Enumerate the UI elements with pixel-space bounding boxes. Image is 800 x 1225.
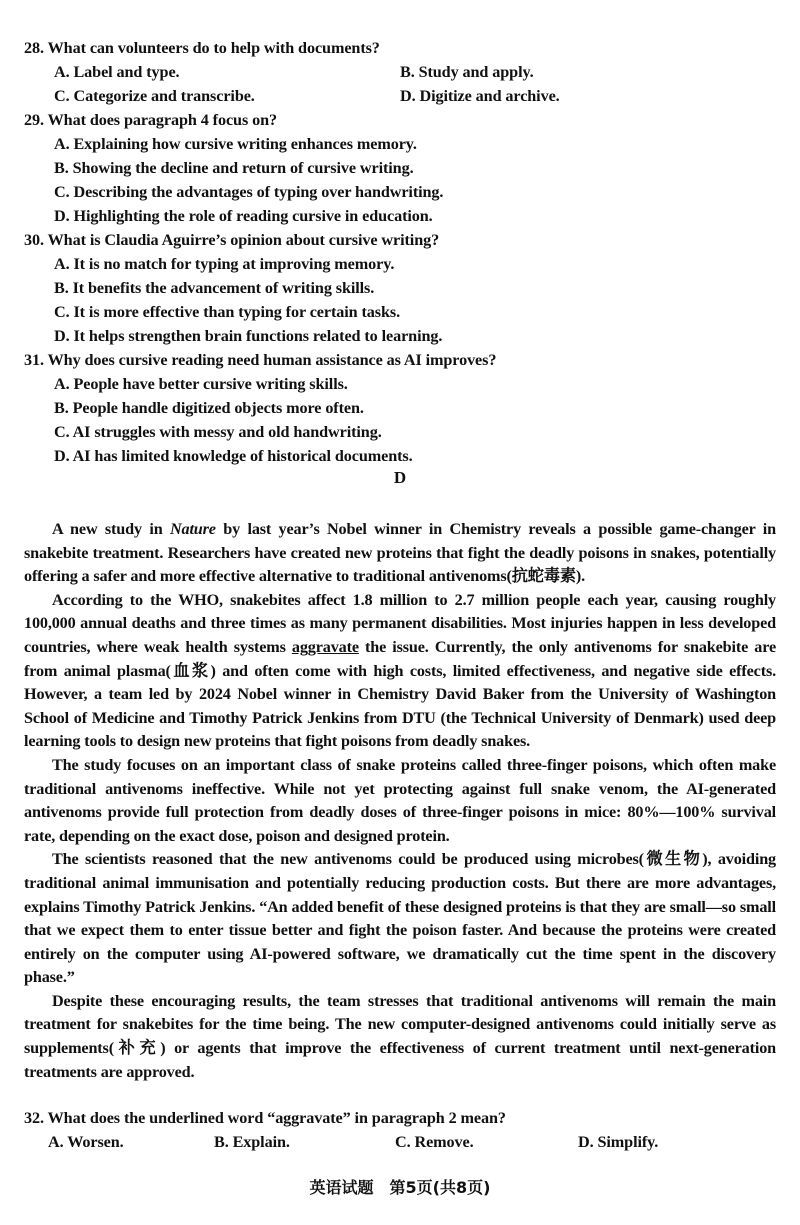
question-32 [24, 1106, 784, 1130]
journal-name: Nature [169, 520, 216, 538]
question-text: Why does cursive reading need human assistance as AI improves? [47, 351, 497, 369]
question-text: What can volunteers do to help with documents? [47, 39, 380, 57]
question-31 [24, 348, 784, 372]
q29-option-a: A. Explaining how cursive writing enhances memory. [54, 135, 417, 153]
question-text: What does paragraph 4 focus on? [47, 111, 277, 129]
question-number: 29. [24, 111, 44, 129]
question-number: 30. [24, 231, 44, 249]
question-30 [24, 228, 784, 252]
question-number: 28. [24, 39, 44, 57]
q28-option-a: A. Label and type. [54, 63, 180, 81]
q28-option-d: D. Digitize and archive. [400, 87, 560, 105]
q31-option-c: C. AI struggles with messy and old handwriting. [54, 423, 382, 441]
q32-option-b: B. Explain. [214, 1133, 290, 1151]
passage-paragraph-1 [24, 518, 776, 589]
q31-option-b: B. People handle digitized objects more often. [54, 399, 364, 417]
q30-option-a: A. It is no match for typing at improving memory. [54, 255, 395, 273]
passage-paragraph-4: The scientists reasoned that the new antivenoms could be produced using microbes(微生物), avoiding traditional animal immunisation and potentially reducing production costs. But there are more advantages, explains Timothy Patrick Jenkins. “An added benefit of these designed proteins is that they are small—so small that we expect them to enter tissue better and fight the poison faster. And because the proteins were created entirely on the computer using AI-powered software, we dramatically cut the time spent in the discovery phase.” [24, 850, 776, 987]
q32-option-a: A. Worsen. [48, 1133, 124, 1151]
q32-option-c: C. Remove. [395, 1133, 474, 1151]
passage-paragraph-2 [24, 589, 776, 754]
p2-text-start: According to the WHO, snakebites affect 1.8 million to 2.7 million people each year, causing roughly 100,000 annual deaths and three times as many permanent disabilities. Most injuries happen in less developed countries, where weak health systems [24, 590, 776, 656]
question-text: What is Claudia Aguirre’s opinion about cursive writing? [47, 231, 440, 249]
question-number: 32. [24, 1109, 44, 1127]
question-29 [24, 108, 784, 132]
reading-passage [24, 518, 776, 1084]
q28-option-c: C. Categorize and transcribe. [54, 87, 255, 105]
q28-option-b: B. Study and apply. [400, 63, 534, 81]
q31-option-a: A. People have better cursive writing skills. [54, 375, 348, 393]
q29-option-b: B. Showing the decline and return of cursive writing. [54, 159, 414, 177]
q31-option-d: D. AI has limited knowledge of historical documents. [54, 447, 413, 465]
question-number: 31. [24, 351, 44, 369]
passage-paragraph-3: The study focuses on an important class of snake proteins called three-finger poisons, which often make traditional antivenoms ineffective. While not yet protecting against full snake venom, the AI-generated antivenoms provide full protection from deadly doses of three-finger poisons in mice: 80%—100% survival rate, depending on the exact dose, poison and designed protein. [24, 755, 776, 845]
section-heading: D [393, 468, 407, 487]
q29-option-c: C. Describing the advantages of typing over handwriting. [54, 183, 444, 201]
page-footer: 英语试题 第5页(共8页) [309, 1178, 491, 1197]
question-text: What does the underlined word “aggravate” in paragraph 2 mean? [47, 1109, 506, 1127]
p2-text-end: the issue. Currently, the only antivenoms for snakebite are from animal plasma(血浆) and often come with high costs, limited effectiveness, and negative side effects. However, a team led by 2024 Nobel winner in Chemistry David Baker from the University of Washington School of Medicine and Timothy Patrick Jenkins from DTU (the Technical University of Denmark) used deep learning tools to design new proteins that fight poisons from deadly snakes. [24, 637, 776, 751]
q30-option-d: D. It helps strengthen brain functions related to learning. [54, 327, 443, 345]
passage-paragraph-5: Despite these encouraging results, the team stresses that traditional antivenoms will remain the main treatment for snakebites for the time being. The new computer-designed antivenoms could initially serve as supplements(补充) or agents that improve the effectiveness of current treatment until next-generation treatments are approved. [24, 991, 776, 1081]
underlined-word: aggravate [291, 637, 359, 656]
p1-text-end: by last year’s Nobel winner in Chemistry reveals a possible game-changer in snakebite treatment. Researchers have created new proteins that fight the deadly poisons in snakes, potentially offering a safer and more effective alternative to traditional antivenoms(抗蛇毒素). [24, 520, 776, 586]
q30-option-b: B. It benefits the advancement of writing skills. [54, 279, 375, 297]
p1-text-start: A new study in [52, 520, 170, 538]
q30-option-c: C. It is more effective than typing for certain tasks. [54, 303, 401, 321]
q32-option-d: D. Simplify. [578, 1133, 659, 1151]
question-28 [24, 36, 784, 60]
q29-option-d: D. Highlighting the role of reading cursive in education. [54, 207, 433, 225]
